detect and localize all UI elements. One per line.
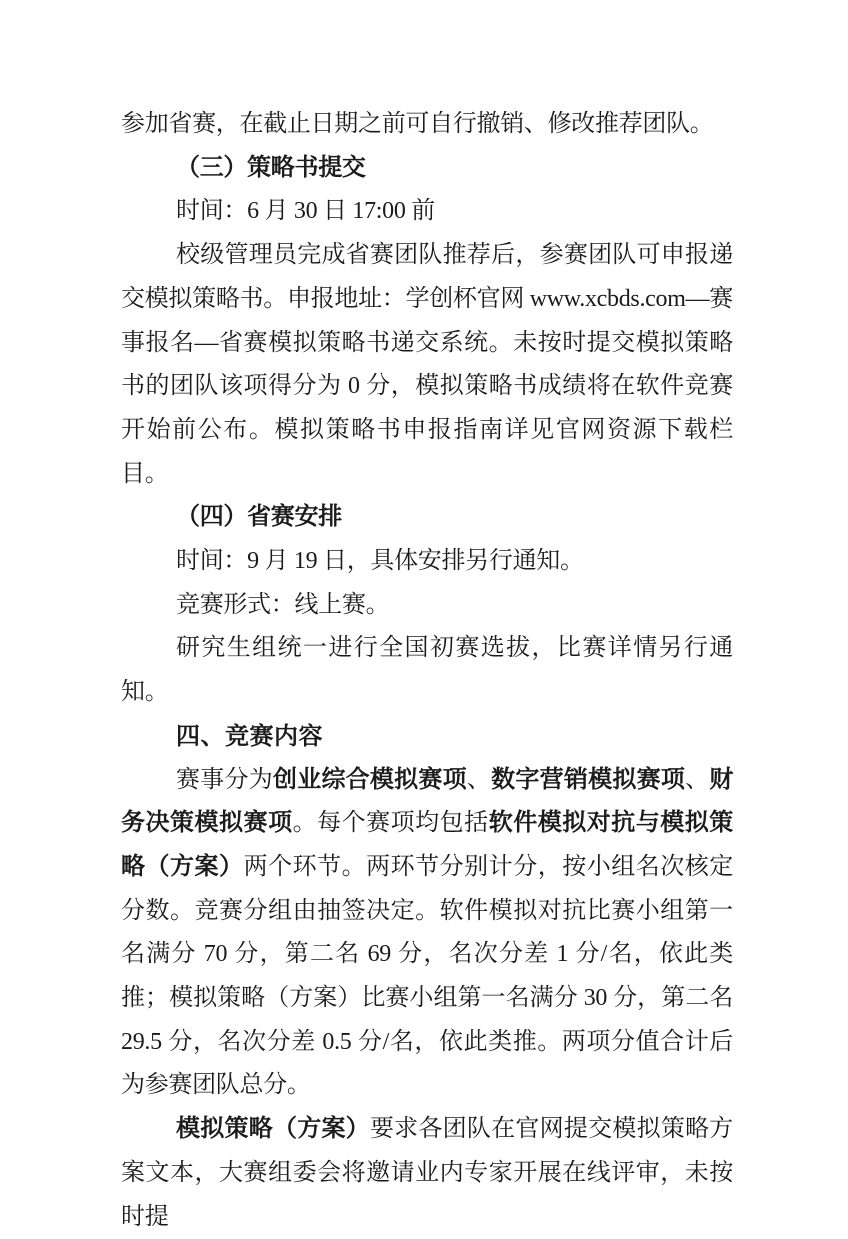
section-heading: [121, 147, 733, 191]
text-run: 、: [685, 766, 710, 793]
text-run: 校级管理员完成省赛团队推荐后，参赛团队可申报递交模拟策略书。申报地址：学创杯官网 www.xcbds.com—赛事报名—省赛模拟策略书递交系统。未按时提交模拟策略书的团队该项得分为 0 分，模拟策略书成绩将在软件竞赛开始前公布。模拟策略书申报指南详见官网资源下载栏目。: [121, 242, 733, 487]
bold-text-run: （四）省赛安排: [176, 504, 342, 531]
text-run: 参加省赛，在截止日期之前可自行撤销、修改推荐团队。: [121, 111, 714, 137]
paragraph: [121, 190, 733, 234]
paragraph: [121, 234, 733, 496]
text-run: 赛事分为: [176, 766, 273, 793]
text-run: 、: [466, 766, 492, 793]
paragraph: [121, 103, 733, 147]
bold-text-run: 四、竞赛内容: [176, 722, 323, 750]
text-run: 要求各团队在官网提交模拟策略方案文本，大赛组委会将邀请业内专家开展在线评审，未按时提: [121, 1116, 734, 1230]
section-heading: [121, 715, 733, 759]
paragraph: [121, 540, 733, 584]
bold-text-run: 创业综合模拟赛项: [272, 766, 467, 793]
paragraph: [121, 759, 733, 1109]
bold-text-run: 数字营销模拟赛项: [491, 766, 686, 793]
text-run: 研究生组统一进行全国初赛选拔，比赛详情另行通知。: [121, 635, 733, 706]
bold-text-run: 财务决策模拟赛项: [121, 766, 734, 837]
text-run: 时间：6 月 30 日 17:00 前: [176, 198, 435, 225]
text-run: 两个环节。两环节分别计分，按小组名次核定分数。竞赛分组由抽签决定。软件模拟对抗比赛小组第一名满分 70 分，第二名 69 分，名次分差 1 分/名，依此类推；模拟策略（方案）比赛小组第一名满分 30 分，第二名 29.5 分，名次分差 0.5 分/名，依此类推。两项分值合计后为参赛团队总分。: [121, 853, 733, 1099]
bold-text-run: 软件模拟对抗与模拟策略（方案）: [121, 810, 734, 880]
text-run: 竞赛形式：线上赛。: [176, 591, 390, 618]
bold-text-run: （三）策略书提交: [176, 154, 366, 181]
text-run: 时间：9 月 19 日，具体安排另行通知。: [176, 548, 584, 575]
paragraph: [121, 627, 733, 714]
paragraph: [121, 584, 733, 628]
paragraph: [121, 1108, 733, 1239]
section-heading: [121, 496, 733, 540]
bold-text-run: 模拟策略（方案）: [176, 1116, 370, 1143]
document-body: [121, 103, 733, 1239]
text-run: 。每个赛项均包括: [292, 810, 489, 837]
